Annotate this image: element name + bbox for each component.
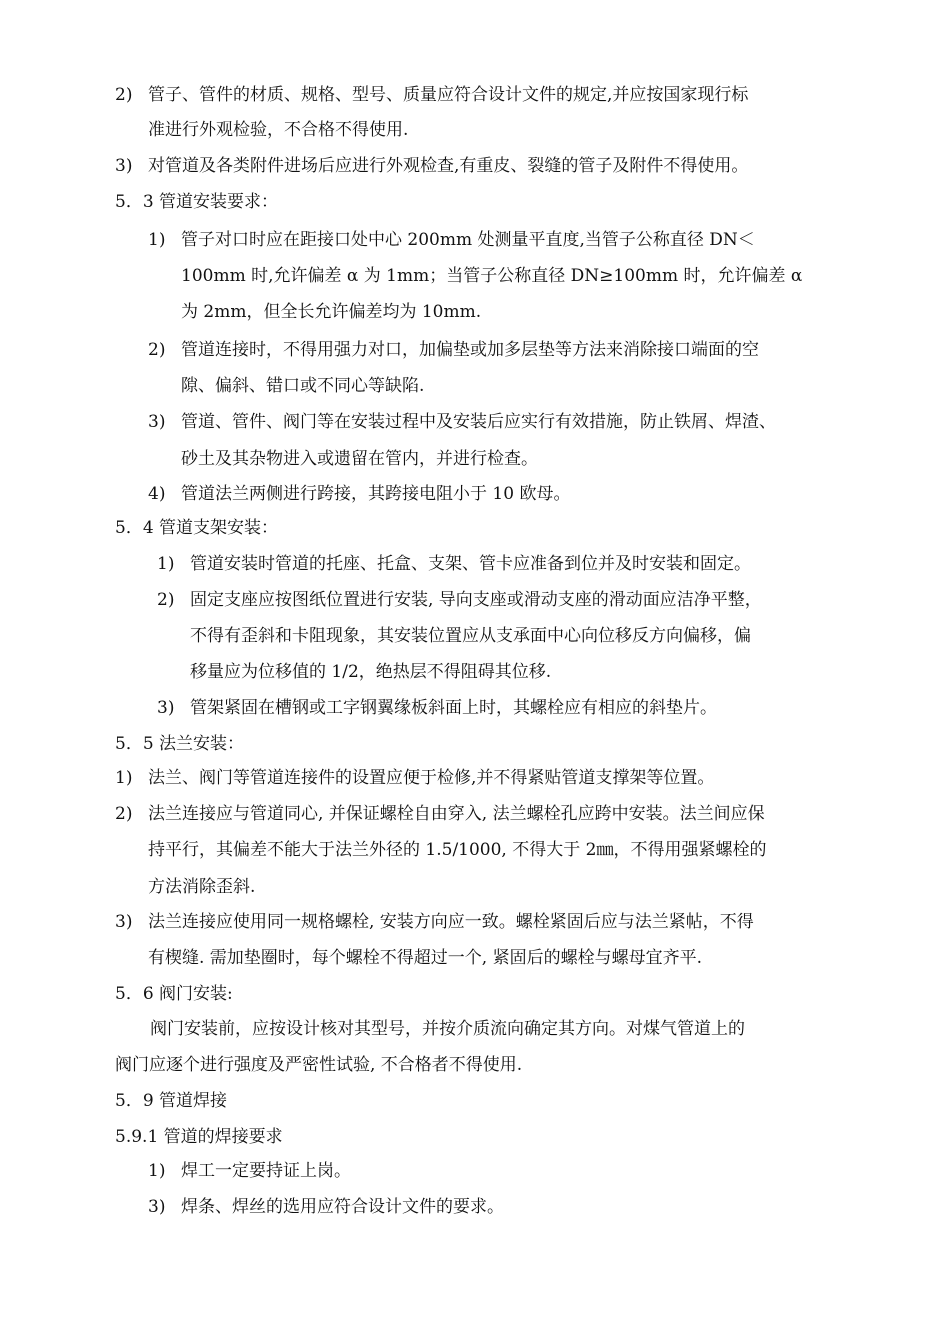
paragraph-line: 准进行外观检验，不合格不得使用.: [148, 120, 409, 140]
paragraph-line: 隙、偏斜、错口或不同心等缺陷.: [181, 376, 425, 396]
paragraph-line: 焊条、焊丝的选用应符合设计文件的要求。: [181, 1197, 504, 1217]
paragraph-line: 持平行，其偏差不能大于法兰外径的 1.5/1000, 不得大于 2㎜，不得用强紧螺栓的: [148, 840, 767, 860]
list-number: 1): [157, 554, 175, 574]
paragraph-line: 不得有歪斜和卡阻现象，其安装位置应从支承面中心向位移反方向偏移，偏: [190, 626, 751, 646]
paragraph-line: 管架紧固在槽钢或工字钢翼缘板斜面上时，其螺栓应有相应的斜垫片。: [190, 698, 717, 718]
list-number: 2): [115, 804, 133, 824]
paragraph-line: 管子对口时应在距接口处中心 200mm 处测量平直度,当管子公称直径 DN＜: [181, 230, 755, 250]
list-number: 2): [115, 85, 133, 105]
list-number: 1): [115, 768, 133, 788]
subsection-heading: 5.9.1 管道的焊接要求: [115, 1127, 283, 1147]
paragraph-line: 有楔缝. 需加垫圈时，每个螺栓不得超过一个, 紧固后的螺栓与螺母宜齐平.: [148, 948, 703, 968]
list-number: 3): [148, 1197, 166, 1217]
paragraph-line: 100mm 时,允许偏差 α 为 1mm；当管子公称直径 DN≥100mm 时，允许偏差 α: [181, 266, 803, 286]
paragraph-line: 焊工一定要持证上岗。: [181, 1161, 351, 1181]
paragraph-line: 管子、管件的材质、规格、型号、质量应符合设计文件的规定,并应按国家现行标: [148, 85, 749, 105]
section-heading: 5．6 阀门安装:: [115, 984, 233, 1004]
paragraph-line: 管道连接时，不得用强力对口，加偏垫或加多层垫等方法来消除接口端面的空: [181, 340, 759, 360]
list-number: 3): [115, 912, 133, 932]
paragraph-line: 法兰、阀门等管道连接件的设置应便于检修,并不得紧贴管道支撑架等位置。: [148, 768, 715, 788]
section-heading: 5．9 管道焊接: [115, 1091, 228, 1111]
paragraph-line: 移量应为位移值的 1/2，绝热层不得阻碍其位移.: [190, 662, 552, 682]
section-heading: 5．5 法兰安装：: [115, 734, 245, 754]
list-number: 1): [148, 1161, 166, 1181]
list-number: 2): [148, 340, 166, 360]
paragraph-line: 法兰连接应使用同一规格螺栓, 安装方向应一致。螺栓紧固后应与法兰紧帖，不得: [148, 912, 754, 932]
list-number: 3): [115, 156, 133, 176]
paragraph-line: 管道安装时管道的托座、托盒、支架、管卡应准备到位并及时安装和固定。: [190, 554, 751, 574]
paragraph-line: 为 2mm，但全长允许偏差均为 10mm.: [181, 302, 482, 322]
paragraph-line: 法兰连接应与管道同心, 并保证螺栓自由穿入, 法兰螺栓孔应跨中安装。法兰间应保: [148, 804, 765, 824]
paragraph-line: 砂土及其杂物进入或遗留在管内，并进行检查。: [181, 449, 538, 469]
list-number: 1): [148, 230, 166, 250]
list-number: 4): [148, 484, 166, 504]
paragraph-line: 方法消除歪斜.: [148, 877, 256, 897]
paragraph-line: 固定支座应按图纸位置进行安装, 导向支座或滑动支座的滑动面应洁净平整，: [190, 590, 762, 610]
paragraph-line: 管道、管件、阀门等在安装过程中及安装后应实行有效措施，防止铁屑、焊渣、: [181, 412, 776, 432]
paragraph-line: 阀门应逐个进行强度及严密性试验, 不合格者不得使用.: [115, 1055, 523, 1075]
paragraph-line: 对管道及各类附件进场后应进行外观检查,有重皮、裂缝的管子及附件不得使用。: [148, 156, 749, 176]
section-heading: 5．3 管道安装要求：: [115, 192, 279, 212]
section-heading: 5．4 管道支架安装：: [115, 518, 279, 538]
list-number: 2): [157, 590, 175, 610]
list-number: 3): [157, 698, 175, 718]
paragraph-line: 管道法兰两侧进行跨接，其跨接电阻小于 10 欧母。: [181, 484, 571, 504]
paragraph-line: 阀门安装前，应按设计核对其型号，并按介质流向确定其方向。对煤气管道上的: [150, 1019, 745, 1039]
list-number: 3): [148, 412, 166, 432]
